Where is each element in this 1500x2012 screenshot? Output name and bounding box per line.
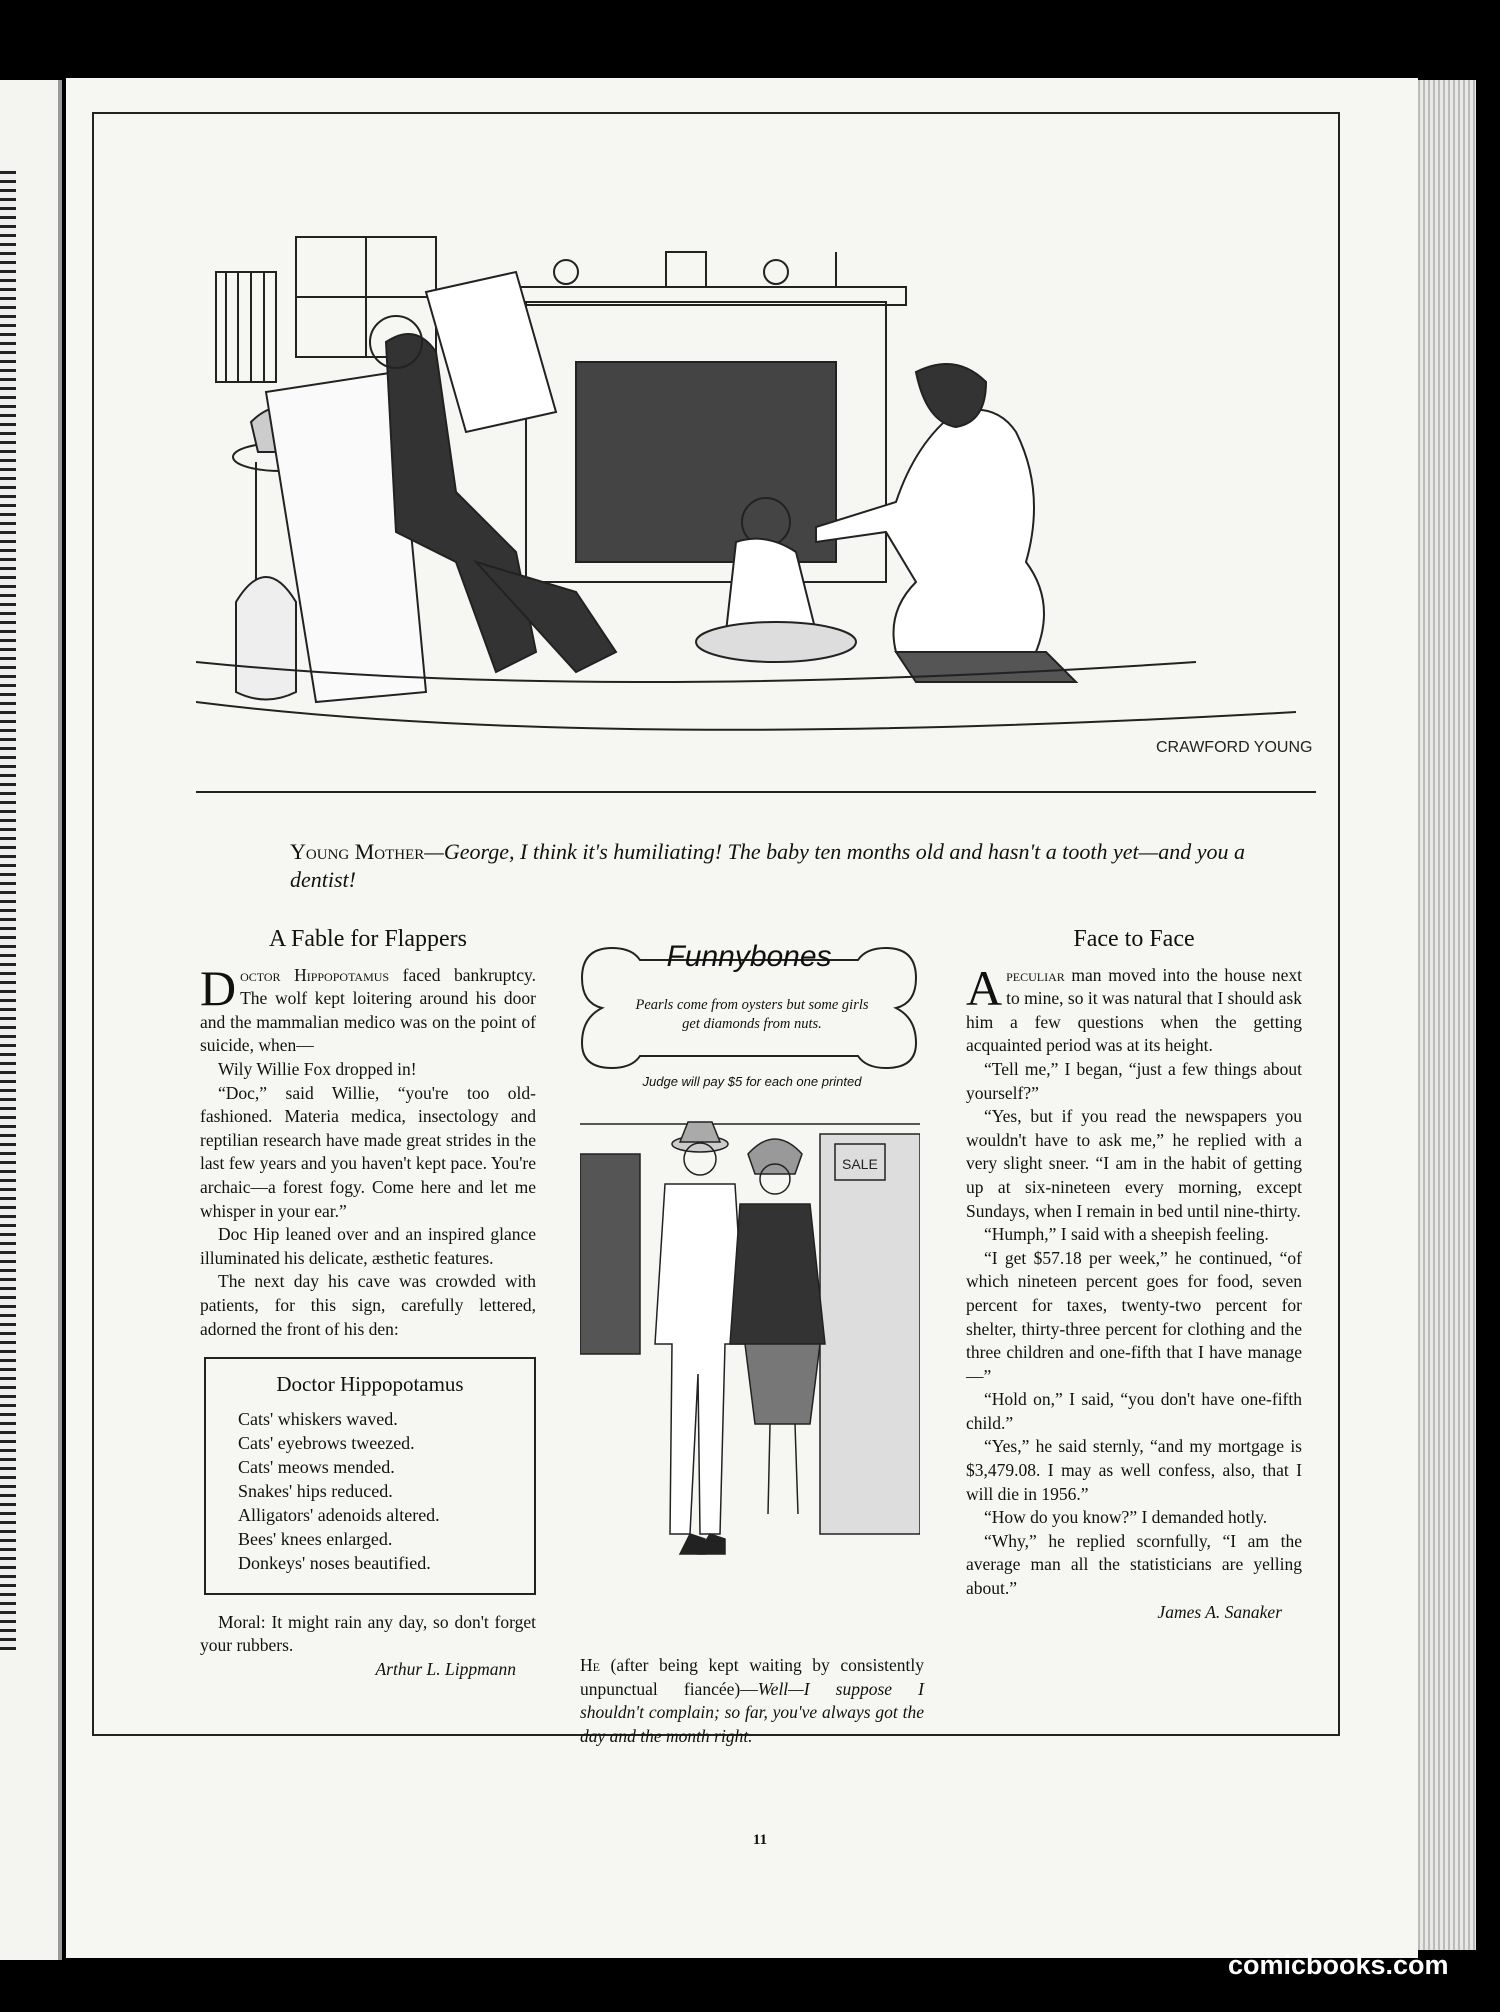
artist-signature: CRAWFORD YOUNG <box>1156 739 1313 756</box>
fable-paragraph: “Doc,” said Willie, “you're too old-fashioned. Materia medica, insectology and reptilian research have made great strides in the last few years and you haven't kept pace. You're archaic—a forest fogy. Come here and let me whisper in your ear.” <box>200 1082 536 1221</box>
sign-line: Cats' eyebrows tweezed. <box>238 1432 415 1453</box>
face-title: Face to Face <box>1073 926 1195 952</box>
face-article <box>966 928 1302 1624</box>
caption-text: —George, I think it's humiliating! The baby ten months old and hasn't a tooth yet—and you a dentist! <box>290 839 1245 892</box>
fable-paragraph-text: faced bankruptcy. The wolf kept loitering around his door and the mammalian medico was on the point of suicide, when— <box>200 964 536 1056</box>
fable-author: Arthur L. Lippmann <box>375 1658 516 1679</box>
face-lead: peculiar <box>1006 964 1065 985</box>
previous-page-edge <box>0 80 62 1960</box>
book-gutter <box>58 80 62 1960</box>
face-paragraph: “I get $57.18 per week,” he continued, “of which nineteen percent goes for food, seven percent for taxes, twenty-two percent for shelter, thirty-three percent for clothing and the three children and one-fifth that I have manage—” <box>966 1247 1302 1386</box>
face-paragraph: “Tell me,” I began, “just a few things about yourself?” <box>966 1058 1302 1103</box>
fable-paragraph: The next day his cave was crowded with patients, for this sign, carefully lettered, adorned the front of his den: <box>200 1271 536 1339</box>
sign-line: Snakes' hips reduced. <box>238 1480 393 1501</box>
site-watermark: comicbooks.com <box>1228 1950 1449 1980</box>
cartoon-caption <box>290 838 1280 894</box>
funnybones-footer: Judge will pay $5 for each one printed <box>642 1074 862 1089</box>
fable-title: A Fable for Flappers <box>269 926 467 952</box>
caption-speaker: Young Mother <box>290 839 425 864</box>
face-paragraph: “Yes,” he said sternly, “and my mortgage is $3,479.08. I may as well confess, also, that I will die in 1956.” <box>966 1436 1302 1504</box>
face-paragraph: “How do you know?” I demanded hotly. <box>984 1507 1268 1528</box>
caption-setup: (after being kept waiting by consistently unpunctual fiancée)— <box>580 1655 924 1699</box>
fable-lead: octor Hippopotamus <box>240 964 390 985</box>
shop-sign-text: SALE <box>842 1156 878 1172</box>
fable-article <box>200 928 536 1681</box>
sign-line: Alligators' adenoids altered. <box>238 1504 440 1525</box>
fable-moral: Moral: It might rain any day, so don't forget your rubbers. <box>200 1611 536 1656</box>
funnybones-title: Funnybones <box>666 940 832 973</box>
face-paragraph: “Hold on,” I said, “you don't have one-fifth child.” <box>966 1389 1302 1433</box>
fable-dropcap: D <box>200 959 237 1016</box>
sign-title: Doctor Hippopotamus <box>276 1372 464 1397</box>
face-dropcap: A <box>966 959 1003 1016</box>
couple-street-cartoon <box>580 1114 920 1650</box>
fable-paragraph <box>200 959 536 1058</box>
face-paragraph: “Why,” he replied scornfully, “I am the average man all the statisticians are yelling about.” <box>966 1530 1302 1599</box>
sign-line: Donkeys' noses beautified. <box>238 1552 431 1573</box>
face-paragraph-text: man moved into the house next to mine, so it was natural that I should ask him a few questions when the getting acquainted period was at its height. <box>966 964 1302 1056</box>
funnybones-joke: Pearls come from oysters but some girls get diamonds from nuts. <box>635 997 869 1032</box>
sign-line: Cats' meows mended. <box>238 1456 395 1477</box>
street-cartoon-caption <box>580 1654 924 1748</box>
previous-page-strip <box>0 170 16 1650</box>
page-stack-edge <box>1418 80 1476 1950</box>
face-paragraph: “Humph,” I said with a sheepish feeling. <box>984 1224 1269 1245</box>
sign-line: Bees' knees enlarged. <box>238 1528 393 1549</box>
fable-paragraph: Doc Hip leaned over and an inspired glance illuminated his delicate, æsthetic features. <box>200 1224 536 1268</box>
doctor-sign-box <box>204 1357 536 1595</box>
face-author: James A. Sanaker <box>1157 1601 1282 1622</box>
face-paragraph: “Yes, but if you read the newspapers you wouldn't have to ask me,” he replied with a very slight sneer. “I am in the habit of getting up at six-nineteen every morning, except Sundays, when I remain in bed until nine-thirty. <box>966 1106 1302 1221</box>
caption-punchline: Well—I suppose I shouldn't complain; so far, you've always got the day and the month right. <box>580 1678 924 1746</box>
sign-line: Cats' whiskers waved. <box>238 1408 398 1429</box>
fable-paragraph: Wily Willie Fox dropped in! <box>218 1058 417 1079</box>
caption-speaker: He <box>580 1655 600 1675</box>
funnybones-box <box>572 928 926 1098</box>
face-paragraph <box>966 959 1302 1058</box>
dentist-family-cartoon <box>196 232 1316 807</box>
page-number: 11 <box>752 1832 768 1848</box>
